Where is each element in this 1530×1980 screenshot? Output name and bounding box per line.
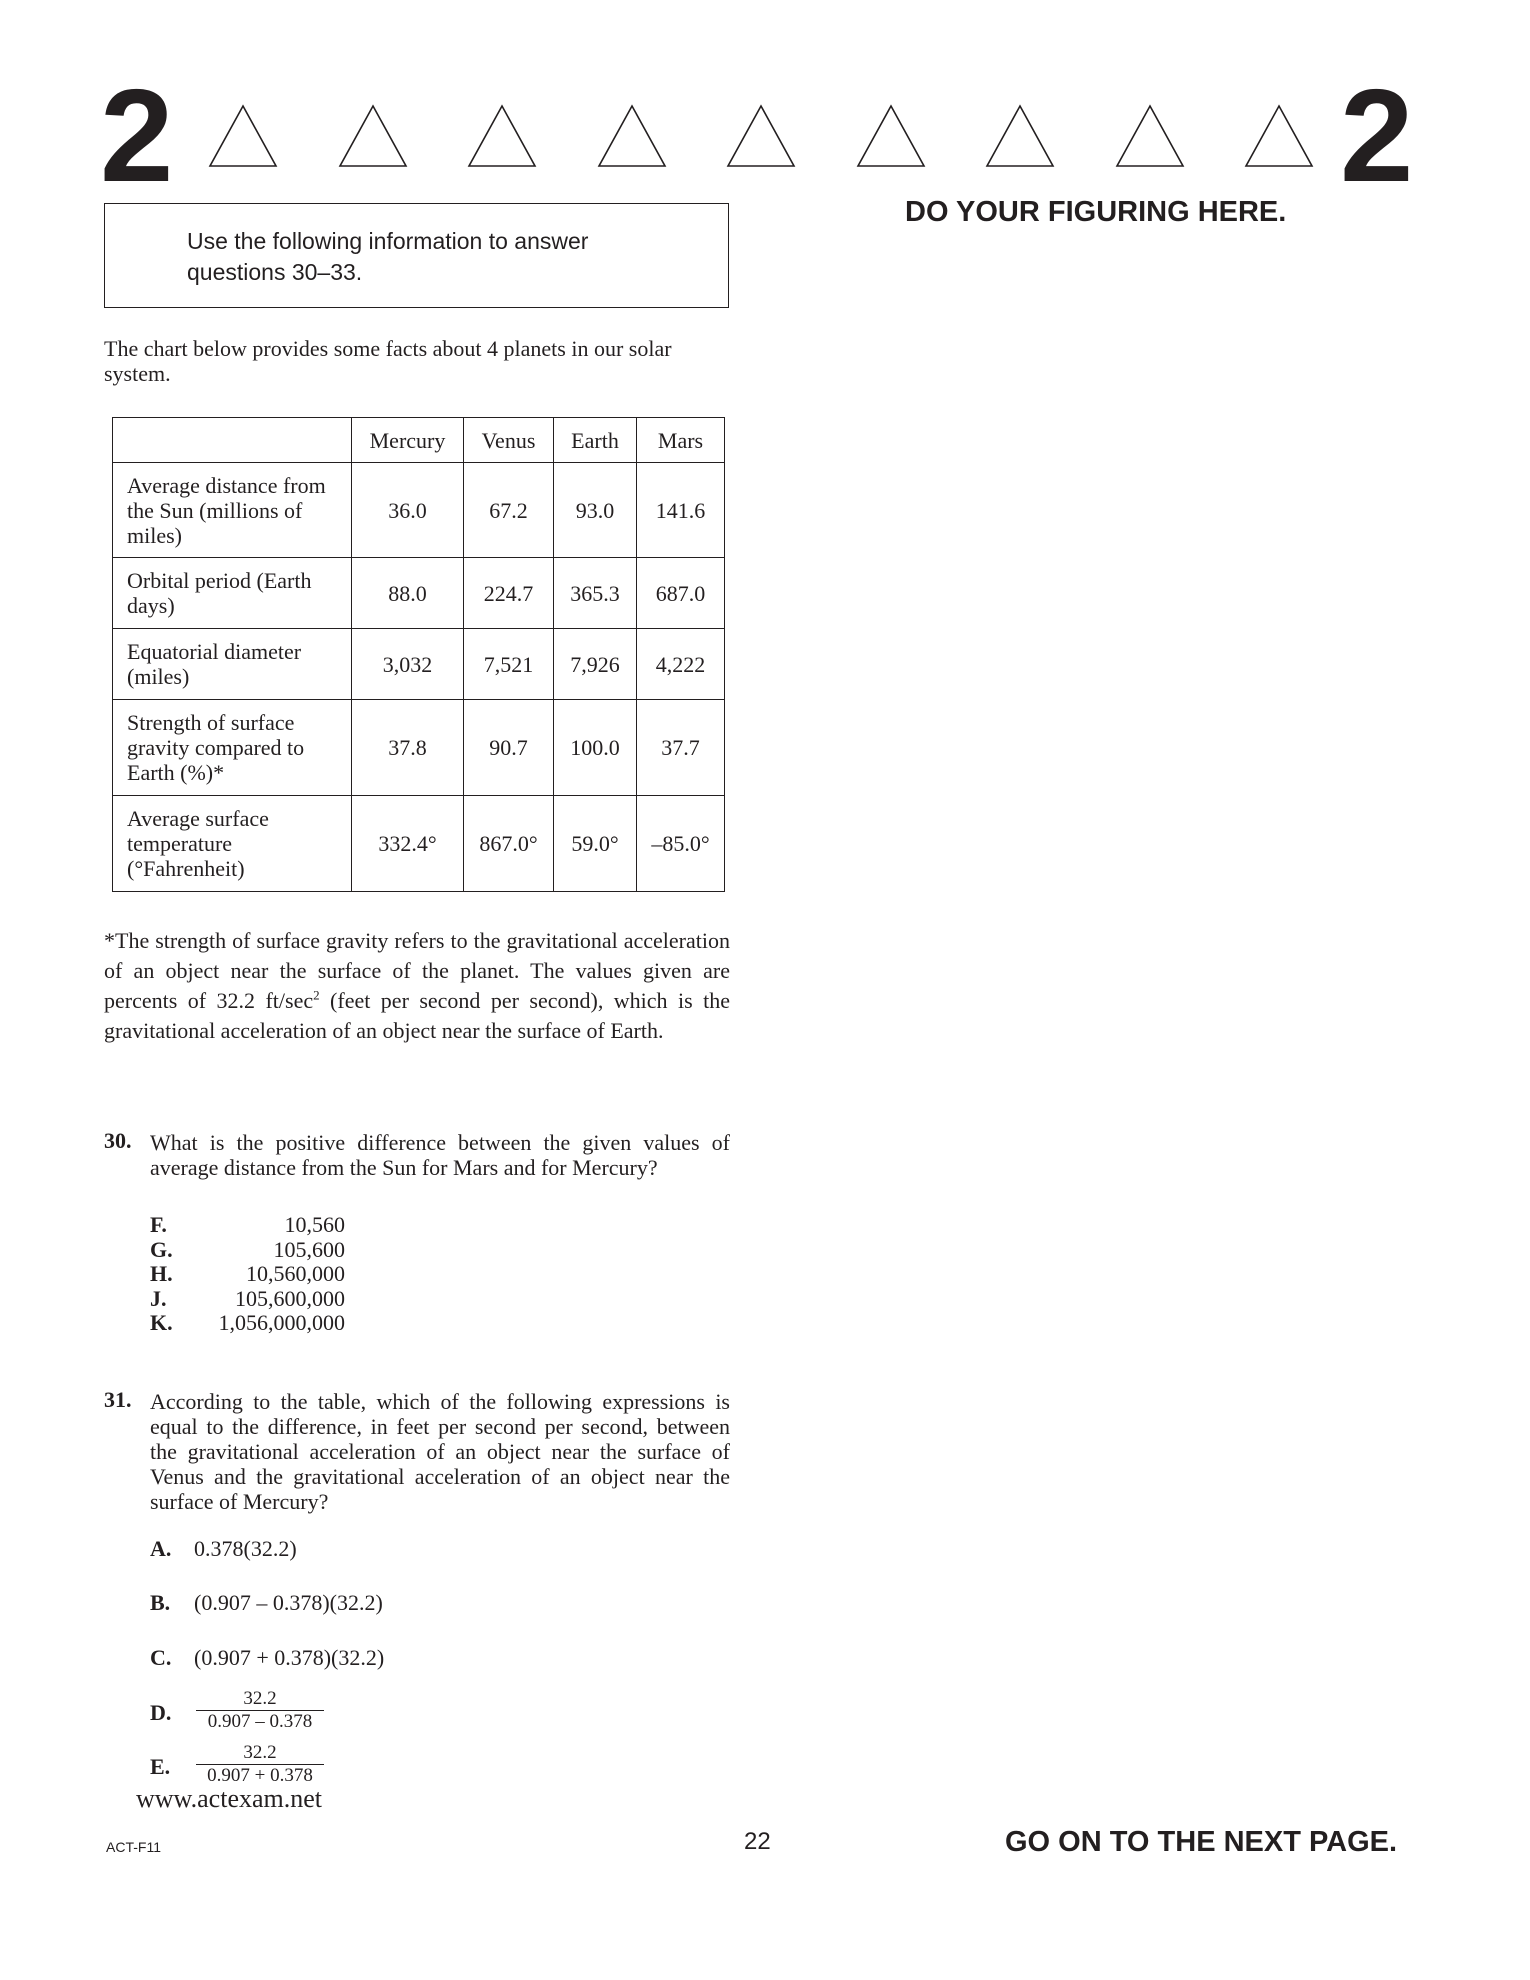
table-cell: 67.2 bbox=[464, 463, 554, 558]
answer-option-letter[interactable]: C. bbox=[150, 1645, 172, 1670]
table-row bbox=[113, 558, 725, 629]
answer-option-letter[interactable]: F. bbox=[150, 1212, 167, 1237]
intro-text: The chart below provides some facts about 4 planets in our solar system. bbox=[104, 336, 672, 386]
row-label: Equatorial diameter (miles) bbox=[113, 629, 352, 700]
triangle-icon bbox=[856, 104, 926, 168]
question-31-number: 31. bbox=[104, 1387, 132, 1412]
answer-option-value[interactable]: 105,600,000 bbox=[235, 1286, 345, 1311]
table-cell: 59.0° bbox=[554, 796, 637, 892]
footnote-text-end: (feet per second per second), which is the gravitational acceleration of an object near the surface of Earth. bbox=[104, 988, 730, 1043]
table-cell: 687.0 bbox=[637, 558, 725, 629]
answer-option-letter[interactable]: E. bbox=[150, 1754, 171, 1779]
table-cell: 4,222 bbox=[637, 629, 725, 700]
triangle-icon bbox=[338, 104, 408, 168]
triangle-icon bbox=[597, 104, 667, 168]
row-label: Average surface temperature (°Fahrenheit) bbox=[113, 796, 352, 892]
triangle-icon bbox=[467, 104, 537, 168]
table-row bbox=[113, 796, 725, 892]
question-30-text: What is the positive difference between the given values of average distance from the Sun for Mars and for Mercury? bbox=[150, 1130, 730, 1180]
table-cell: 90.7 bbox=[464, 700, 554, 796]
table-header-cell: Earth bbox=[554, 418, 637, 463]
footnote-text: *The strength of surface gravity refers to the gravitational acceleration of an object near the surface of the planet. The values given are percents of 32.2 ft/sec bbox=[104, 928, 730, 1013]
table-row bbox=[113, 463, 725, 558]
table-cell: 93.0 bbox=[554, 463, 637, 558]
answer-option-letter[interactable]: B. bbox=[150, 1590, 171, 1615]
directions-box bbox=[104, 203, 729, 308]
fraction-numerator: 32.2 bbox=[243, 1742, 277, 1763]
answer-option-letter[interactable]: A. bbox=[150, 1536, 172, 1561]
table-cell: –85.0° bbox=[637, 796, 725, 892]
fraction-denominator: 0.907 + 0.378 bbox=[196, 1764, 324, 1787]
table-cell: 3,032 bbox=[352, 629, 464, 700]
triangle-icon bbox=[1244, 104, 1314, 168]
row-label: Orbital period (Earth days) bbox=[113, 558, 352, 629]
table-cell: 36.0 bbox=[352, 463, 464, 558]
answer-option-value[interactable]: 10,560,000 bbox=[246, 1261, 345, 1286]
answer-option-letter[interactable]: H. bbox=[150, 1261, 173, 1286]
table-cell: 37.7 bbox=[637, 700, 725, 796]
table-header-row bbox=[113, 418, 725, 463]
table-cell: 224.7 bbox=[464, 558, 554, 629]
fraction-option-d[interactable] bbox=[196, 1688, 324, 1733]
answer-option-text[interactable]: 0.378(32.2) bbox=[194, 1536, 297, 1561]
table-header-cell: Mercury bbox=[352, 418, 464, 463]
table-cell: 141.6 bbox=[637, 463, 725, 558]
directions-text: Use the following information to answer questions 30–33. bbox=[187, 228, 589, 285]
answer-option-text[interactable]: (0.907 – 0.378)(32.2) bbox=[194, 1590, 383, 1615]
website-watermark: www.actexam.net bbox=[136, 1784, 323, 1813]
answer-option-letter[interactable]: K. bbox=[150, 1310, 173, 1335]
answer-option-letter[interactable]: G. bbox=[150, 1237, 173, 1262]
answer-option-letter[interactable]: D. bbox=[150, 1700, 172, 1725]
answer-option-text[interactable]: (0.907 + 0.378)(32.2) bbox=[194, 1645, 385, 1670]
table-cell: 7,926 bbox=[554, 629, 637, 700]
gravity-footnote bbox=[104, 926, 730, 1046]
planet-facts-table bbox=[112, 417, 725, 892]
figuring-label: DO YOUR FIGURING HERE. bbox=[905, 196, 1287, 228]
fraction-numerator: 32.2 bbox=[243, 1688, 277, 1709]
section-number-right: 2 bbox=[1340, 62, 1414, 209]
row-label: Strength of surface gravity compared to Earth (%)* bbox=[113, 700, 352, 796]
triangle-icon bbox=[985, 104, 1055, 168]
fraction-denominator: 0.907 – 0.378 bbox=[196, 1710, 324, 1733]
table-cell: 88.0 bbox=[352, 558, 464, 629]
row-label: Average distance from the Sun (millions of miles) bbox=[113, 463, 352, 558]
table-header-cell: Mars bbox=[637, 418, 725, 463]
triangle-icon bbox=[208, 104, 278, 168]
table-cell: 7,521 bbox=[464, 629, 554, 700]
answer-option-value[interactable]: 1,056,000,000 bbox=[218, 1310, 345, 1335]
question-31-text: According to the table, which of the following expressions is equal to the difference, in feet per second per second, between the gravitational acceleration of an object near the surface of Venus and the gravitational acceleration of an object near the surface of Mercury? bbox=[150, 1389, 730, 1514]
answer-option-value[interactable]: 10,560 bbox=[284, 1212, 345, 1237]
page-number: 22 bbox=[744, 1828, 771, 1855]
table-row bbox=[113, 700, 725, 796]
table-cell: 867.0° bbox=[464, 796, 554, 892]
table-cell: 37.8 bbox=[352, 700, 464, 796]
table-header-cell bbox=[113, 418, 352, 463]
table-row bbox=[113, 629, 725, 700]
answer-option-letter[interactable]: J. bbox=[150, 1286, 167, 1311]
triangle-icon bbox=[726, 104, 796, 168]
fraction-option-e[interactable] bbox=[196, 1742, 324, 1787]
footnote-superscript: 2 bbox=[313, 987, 320, 1003]
table-cell: 100.0 bbox=[554, 700, 637, 796]
table-cell: 365.3 bbox=[554, 558, 637, 629]
answer-option-value[interactable]: 105,600 bbox=[273, 1237, 345, 1262]
section-number-left: 2 bbox=[100, 62, 174, 209]
table-header-cell: Venus bbox=[464, 418, 554, 463]
table-cell: 332.4° bbox=[352, 796, 464, 892]
form-code: ACT-F11 bbox=[106, 1839, 161, 1855]
question-30-number: 30. bbox=[104, 1128, 132, 1153]
triangle-icon bbox=[1115, 104, 1185, 168]
go-next-page-label: GO ON TO THE NEXT PAGE. bbox=[1005, 1826, 1398, 1858]
